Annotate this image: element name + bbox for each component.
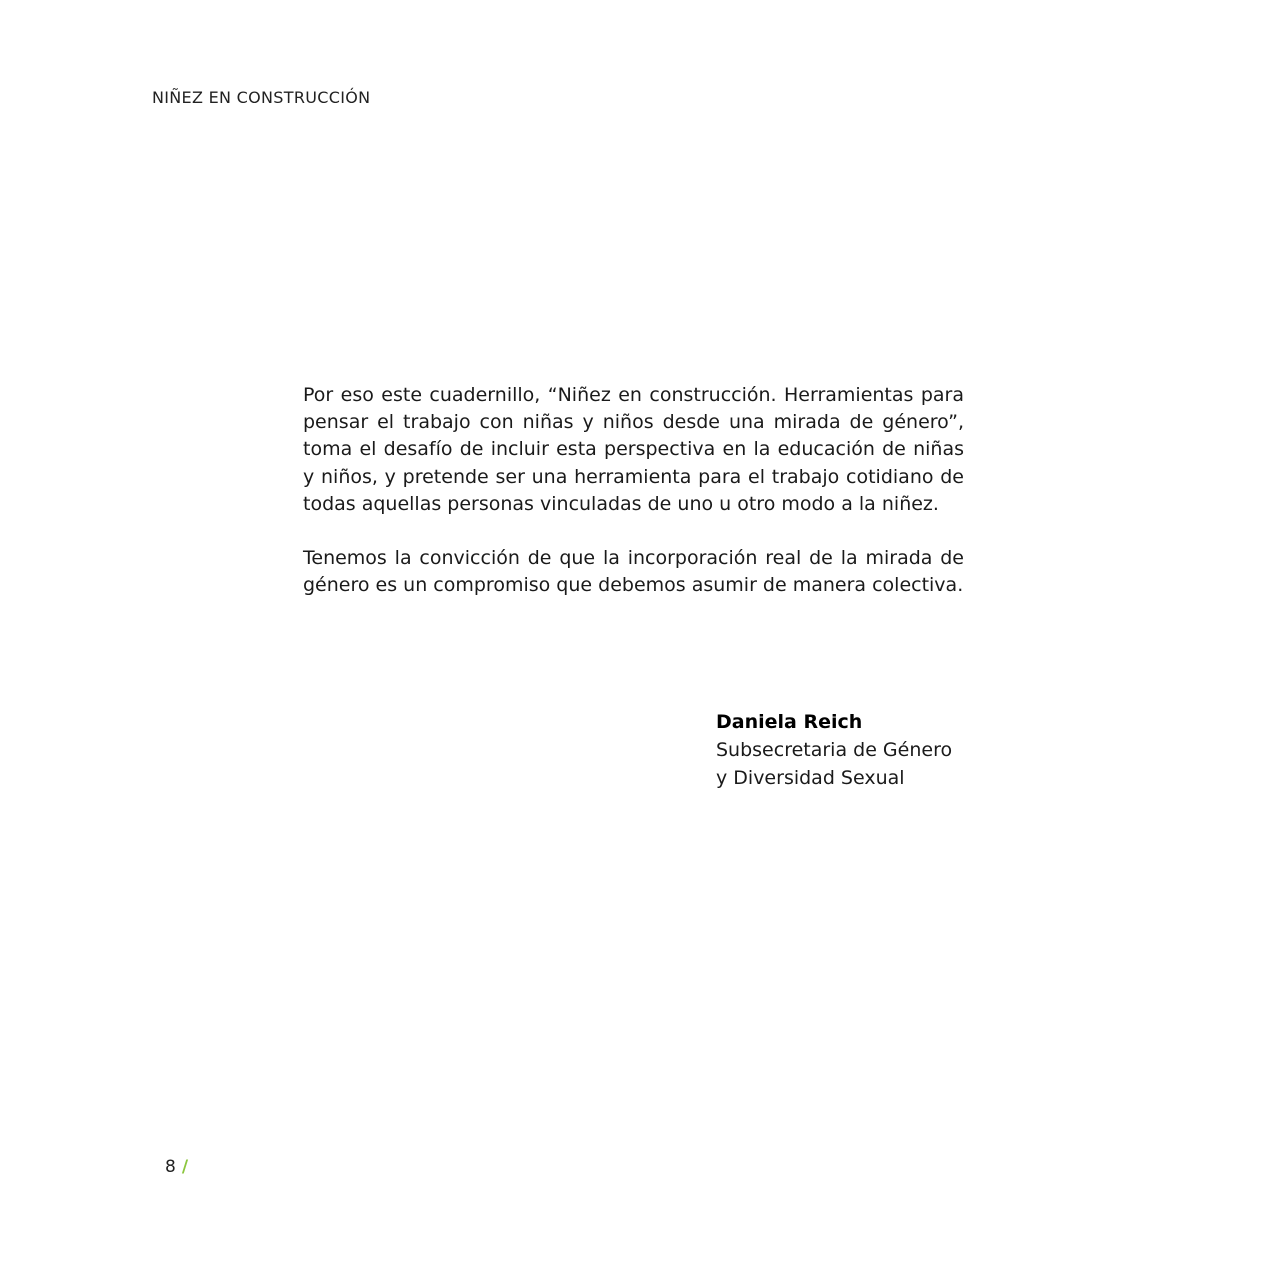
body-text: [303, 382, 964, 626]
signatory-name: Daniela Reich: [716, 711, 863, 733]
running-header: NIÑEZ EN CONSTRUCCIÓN: [152, 88, 371, 107]
page-number-slash: /: [181, 1157, 189, 1177]
paragraph-2: Tenemos la convicción de que la incorporación real de la mirada de género es un compromiso que debemos asumir de manera colectiva.: [303, 547, 964, 597]
signatory-role-line-2: y Diversidad Sexual: [716, 767, 905, 789]
signature-block: [716, 708, 952, 792]
signatory-role-line-1: Subsecretaria de Género: [716, 739, 953, 761]
paragraph-1: Por eso este cuadernillo, “Niñez en construcción. Herramientas para pensar el trabajo con niñas y niños desde una mirada de género”, toma el desafío de incluir esta perspectiva en la educación de niñas y niños, y pretende ser una herramienta para el trabajo cotidiano de todas aquellas personas vinculadas de uno u otro modo a la niñez.: [303, 384, 964, 515]
page-number: [165, 1157, 188, 1177]
page-number-value: 8: [165, 1157, 176, 1177]
